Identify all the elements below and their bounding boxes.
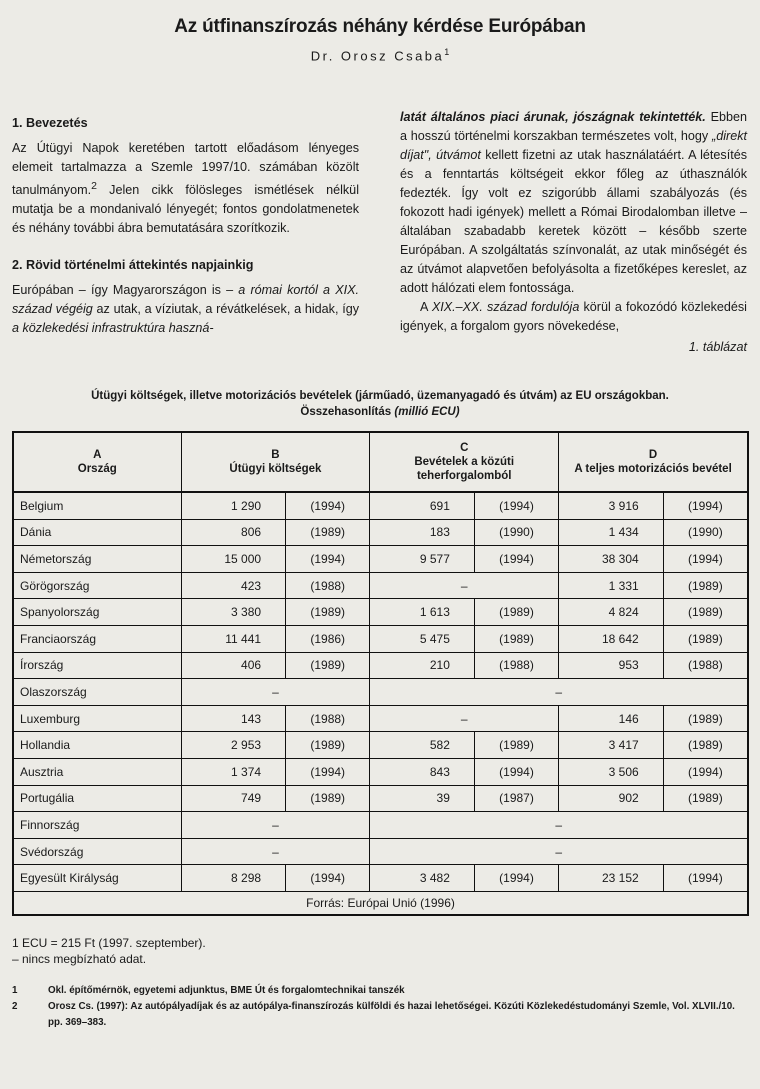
header-d-label: A teljes motorizációs bevétel bbox=[574, 463, 732, 475]
value-cell-b: 406 bbox=[181, 652, 286, 679]
no-data-cell-d: – bbox=[370, 812, 748, 839]
country-cell: Finnország bbox=[13, 812, 181, 839]
right-italic-lead: latát általános piaci árunak, jószágnak tekintették. bbox=[400, 110, 706, 124]
value-cell-b: 8 298 bbox=[181, 865, 286, 892]
value-cell-c: 5 475 bbox=[370, 625, 475, 652]
value-cell-b: 3 380 bbox=[181, 599, 286, 626]
value-cell-b: 1 290 bbox=[181, 492, 286, 519]
year-cell-b: (1989) bbox=[286, 599, 370, 626]
country-cell: Ausztria bbox=[13, 758, 181, 785]
value-cell-d: 902 bbox=[559, 785, 664, 812]
value-cell-c: 210 bbox=[370, 652, 475, 679]
year-cell-b: (1989) bbox=[286, 519, 370, 546]
value-cell-b: 2 953 bbox=[181, 732, 286, 759]
table-row bbox=[13, 652, 748, 679]
value-cell-b: 1 374 bbox=[181, 758, 286, 785]
year-cell-c: (1989) bbox=[474, 599, 558, 626]
country-cell: Görögország bbox=[13, 572, 181, 599]
section-2-paragraph bbox=[12, 281, 359, 338]
table-source: Forrás: Európai Unió (1996) bbox=[13, 891, 748, 915]
year-cell-d: (1989) bbox=[663, 732, 748, 759]
no-data-cell-c: – bbox=[370, 705, 559, 732]
header-d-letter: D bbox=[648, 449, 658, 461]
table-notes bbox=[12, 935, 206, 967]
year-cell-c: (1990) bbox=[474, 519, 558, 546]
year-cell-c: (1989) bbox=[474, 732, 558, 759]
value-cell-c: 39 bbox=[370, 785, 475, 812]
table-row bbox=[13, 679, 748, 706]
year-cell-c: (1987) bbox=[474, 785, 558, 812]
value-cell-c: 183 bbox=[370, 519, 475, 546]
table-row bbox=[13, 705, 748, 732]
footnote-1-number: 1 bbox=[12, 985, 18, 996]
no-data-cell-d: – bbox=[370, 679, 748, 706]
header-a-letter: A bbox=[93, 449, 102, 461]
country-cell: Egyesült Királyság bbox=[13, 865, 181, 892]
value-cell-c: 9 577 bbox=[370, 546, 475, 573]
year-cell-d: (1994) bbox=[663, 492, 748, 519]
section-2-text-b: az utak, a víziutak, a révátkelések, a hidak, így bbox=[92, 302, 360, 317]
year-cell-b: (1994) bbox=[286, 758, 370, 785]
value-cell-d: 146 bbox=[559, 705, 664, 732]
header-c-label: Bevételek a közúti teherforgalomból bbox=[414, 456, 515, 482]
footnotes bbox=[12, 983, 752, 1031]
table-reference: 1. táblázat bbox=[688, 340, 747, 354]
right-column bbox=[400, 108, 747, 357]
right-paragraph-1 bbox=[400, 108, 747, 298]
right-paragraph-2 bbox=[400, 298, 747, 336]
no-data-cell-b: – bbox=[181, 679, 370, 706]
section-2-italic-b: a közlekedési infrastruktúra haszná- bbox=[12, 321, 214, 336]
header-d bbox=[559, 432, 748, 492]
year-cell-b: (1989) bbox=[286, 652, 370, 679]
footnote-1-text: Okl. építőmérnök, egyetemi adjunktus, BME Út és forgalomtechnikai tanszék bbox=[48, 985, 405, 996]
table-row bbox=[13, 785, 748, 812]
right-text-c: kellett fizetni az utak használatáért. A létesítés és a fenntartás költségeit ekkor főleg az úthasználók fedezték. Így volt ez szigorúbb állami szabályozás (és fokozott hadi igények) mellett a Római Birodalomban illetve – általában szabadabb keretek között – később szerte Európában. A szolgáltatás színvonalát, az utak minőségét és az útvámot alapvetően befolyásolta a fizetőképes kereslet, az adott hálózati elem fontossága. bbox=[400, 148, 747, 295]
header-b-letter: B bbox=[271, 449, 280, 461]
value-cell-b: 143 bbox=[181, 705, 286, 732]
value-cell-d: 3 417 bbox=[559, 732, 664, 759]
article-title: Az útfinanszírozás néhány kérdése Európában bbox=[174, 16, 586, 37]
footnote-1 bbox=[12, 983, 752, 999]
value-cell-d: 1 331 bbox=[559, 572, 664, 599]
year-cell-b: (1994) bbox=[286, 865, 370, 892]
header-c-letter: C bbox=[460, 442, 469, 454]
value-cell-c: 582 bbox=[370, 732, 475, 759]
country-cell: Hollandia bbox=[13, 732, 181, 759]
value-cell-d: 953 bbox=[559, 652, 664, 679]
header-a-label: Ország bbox=[77, 463, 117, 475]
left-column bbox=[12, 114, 359, 338]
value-cell-b: 423 bbox=[181, 572, 286, 599]
year-cell-b: (1988) bbox=[286, 572, 370, 599]
year-cell-b: (1994) bbox=[286, 546, 370, 573]
header-b bbox=[181, 432, 370, 492]
year-cell-b: (1988) bbox=[286, 705, 370, 732]
right-text-e: körül a fokozódó közlekedési igények, a forgalom gyors növekedése, bbox=[400, 300, 747, 333]
right-italic-c: XIX.–XX. század fordulója bbox=[431, 300, 580, 314]
year-cell-d: (1994) bbox=[663, 758, 748, 785]
section-1-heading: 1. Bevezetés bbox=[12, 116, 88, 130]
section-2-text-a: Európában – így Magyarországon is – bbox=[12, 283, 239, 298]
table-row bbox=[13, 519, 748, 546]
section-1-text-a: Az Útügyi Napok keretében tartott előadásom lényeges elemeit tartalmazza a Szemle 1997/10. számában közölt tanulmányom. bbox=[12, 141, 359, 198]
author-footnote-marker: 1 bbox=[444, 47, 450, 57]
header-b-label: Útügyi költségek bbox=[229, 463, 322, 475]
country-cell: Belgium bbox=[13, 492, 181, 519]
country-cell: Portugália bbox=[13, 785, 181, 812]
no-data-cell-b: – bbox=[181, 812, 370, 839]
country-cell: Svédország bbox=[13, 838, 181, 865]
right-text-d: A bbox=[420, 300, 432, 314]
table-row bbox=[13, 732, 748, 759]
year-cell-c: (1988) bbox=[474, 652, 558, 679]
table-row bbox=[13, 812, 748, 839]
data-table bbox=[12, 431, 749, 916]
year-cell-d: (1994) bbox=[663, 865, 748, 892]
no-data-cell-b: – bbox=[181, 838, 370, 865]
footnote-2-number: 2 bbox=[12, 1001, 18, 1012]
country-cell: Spanyolország bbox=[13, 599, 181, 626]
country-cell: Dánia bbox=[13, 519, 181, 546]
author-name: Dr. Orosz Csaba bbox=[310, 48, 445, 64]
table-caption bbox=[0, 388, 760, 420]
table-source-row bbox=[13, 891, 748, 915]
year-cell-d: (1990) bbox=[663, 519, 748, 546]
value-cell-d: 1 434 bbox=[559, 519, 664, 546]
footnote-2-text: Orosz Cs. (1997): Az autópályadíjak és az autópálya-finanszírozás külföldi és hazai lehetőségei. Közúti Közlekedéstudományi Szemle, Vol. XLVII./10. pp. 369–383. bbox=[48, 1001, 735, 1028]
table-caption-text: Összehasonlítás bbox=[300, 406, 395, 418]
footnote-2 bbox=[12, 999, 752, 1031]
footnote-ref-2: 2 bbox=[91, 180, 97, 192]
year-cell-c: (1989) bbox=[474, 625, 558, 652]
country-cell: Luxemburg bbox=[13, 705, 181, 732]
value-cell-d: 38 304 bbox=[559, 546, 664, 573]
table-row bbox=[13, 865, 748, 892]
year-cell-d: (1989) bbox=[663, 572, 748, 599]
value-cell-b: 806 bbox=[181, 519, 286, 546]
table-caption-line-2 bbox=[0, 404, 760, 420]
no-data-cell-d: – bbox=[370, 838, 748, 865]
header-c bbox=[370, 432, 559, 492]
value-cell-d: 3 506 bbox=[559, 758, 664, 785]
year-cell-b: (1989) bbox=[286, 785, 370, 812]
section-2-italic-a: a római kortól a XIX. század végéig bbox=[12, 283, 360, 317]
year-cell-b: (1986) bbox=[286, 625, 370, 652]
note-ecu: 1 ECU = 215 Ft (1997. szeptember). bbox=[12, 936, 206, 950]
note-no-data: – nincs megbízható adat. bbox=[12, 952, 147, 966]
table-row bbox=[13, 838, 748, 865]
country-cell: Franciaország bbox=[13, 625, 181, 652]
year-cell-c: (1994) bbox=[474, 758, 558, 785]
table-row bbox=[13, 546, 748, 573]
value-cell-b: 15 000 bbox=[181, 546, 286, 573]
year-cell-c: (1994) bbox=[474, 546, 558, 573]
section-2-heading: 2. Rövid történelmi áttekintés napjainkig bbox=[12, 258, 254, 273]
value-cell-c: 843 bbox=[370, 758, 475, 785]
country-cell: Németország bbox=[13, 546, 181, 573]
table-row bbox=[13, 599, 748, 626]
year-cell-b: (1994) bbox=[286, 492, 370, 519]
value-cell-b: 749 bbox=[181, 785, 286, 812]
value-cell-b: 11 441 bbox=[181, 625, 286, 652]
section-1-text-b: Jelen cikk fölösleges ismétlések nélkül mutatja be a mondanivaló lényegét; fontos gondolatmenetek és néhány további ábra bemutatására szorítkozik. bbox=[12, 183, 359, 236]
year-cell-b: (1989) bbox=[286, 732, 370, 759]
value-cell-c: 1 613 bbox=[370, 599, 475, 626]
right-text-a: Ebben a hosszú történelmi korszakban természetes volt, hogy bbox=[400, 110, 748, 143]
right-italic-b: „direkt díjat", útvámot bbox=[400, 129, 747, 162]
year-cell-d: (1989) bbox=[663, 625, 748, 652]
table-row bbox=[13, 492, 748, 519]
year-cell-d: (1989) bbox=[663, 705, 748, 732]
country-cell: Olaszország bbox=[13, 679, 181, 706]
year-cell-d: (1989) bbox=[663, 785, 748, 812]
table-row bbox=[13, 572, 748, 599]
table-header-row bbox=[13, 432, 748, 492]
table-row bbox=[13, 625, 748, 652]
value-cell-d: 3 916 bbox=[559, 492, 664, 519]
year-cell-d: (1988) bbox=[663, 652, 748, 679]
year-cell-c: (1994) bbox=[474, 492, 558, 519]
value-cell-c: 3 482 bbox=[370, 865, 475, 892]
year-cell-c: (1994) bbox=[474, 865, 558, 892]
value-cell-d: 4 824 bbox=[559, 599, 664, 626]
header-a bbox=[13, 432, 181, 492]
year-cell-d: (1994) bbox=[663, 546, 748, 573]
year-cell-d: (1989) bbox=[663, 599, 748, 626]
value-cell-d: 23 152 bbox=[559, 865, 664, 892]
table-caption-line-1: Útügyi költségek, illetve motorizációs bevételek (járműadó, üzemanyagadó és útvám) az EU országokban. bbox=[91, 390, 669, 402]
country-cell: Írország bbox=[13, 652, 181, 679]
no-data-cell-c: – bbox=[370, 572, 559, 599]
section-1-paragraph bbox=[12, 139, 359, 238]
value-cell-c: 691 bbox=[370, 492, 475, 519]
value-cell-d: 18 642 bbox=[559, 625, 664, 652]
author-line bbox=[0, 47, 760, 63]
table-row bbox=[13, 758, 748, 785]
table-caption-unit: (millió ECU) bbox=[394, 406, 460, 418]
